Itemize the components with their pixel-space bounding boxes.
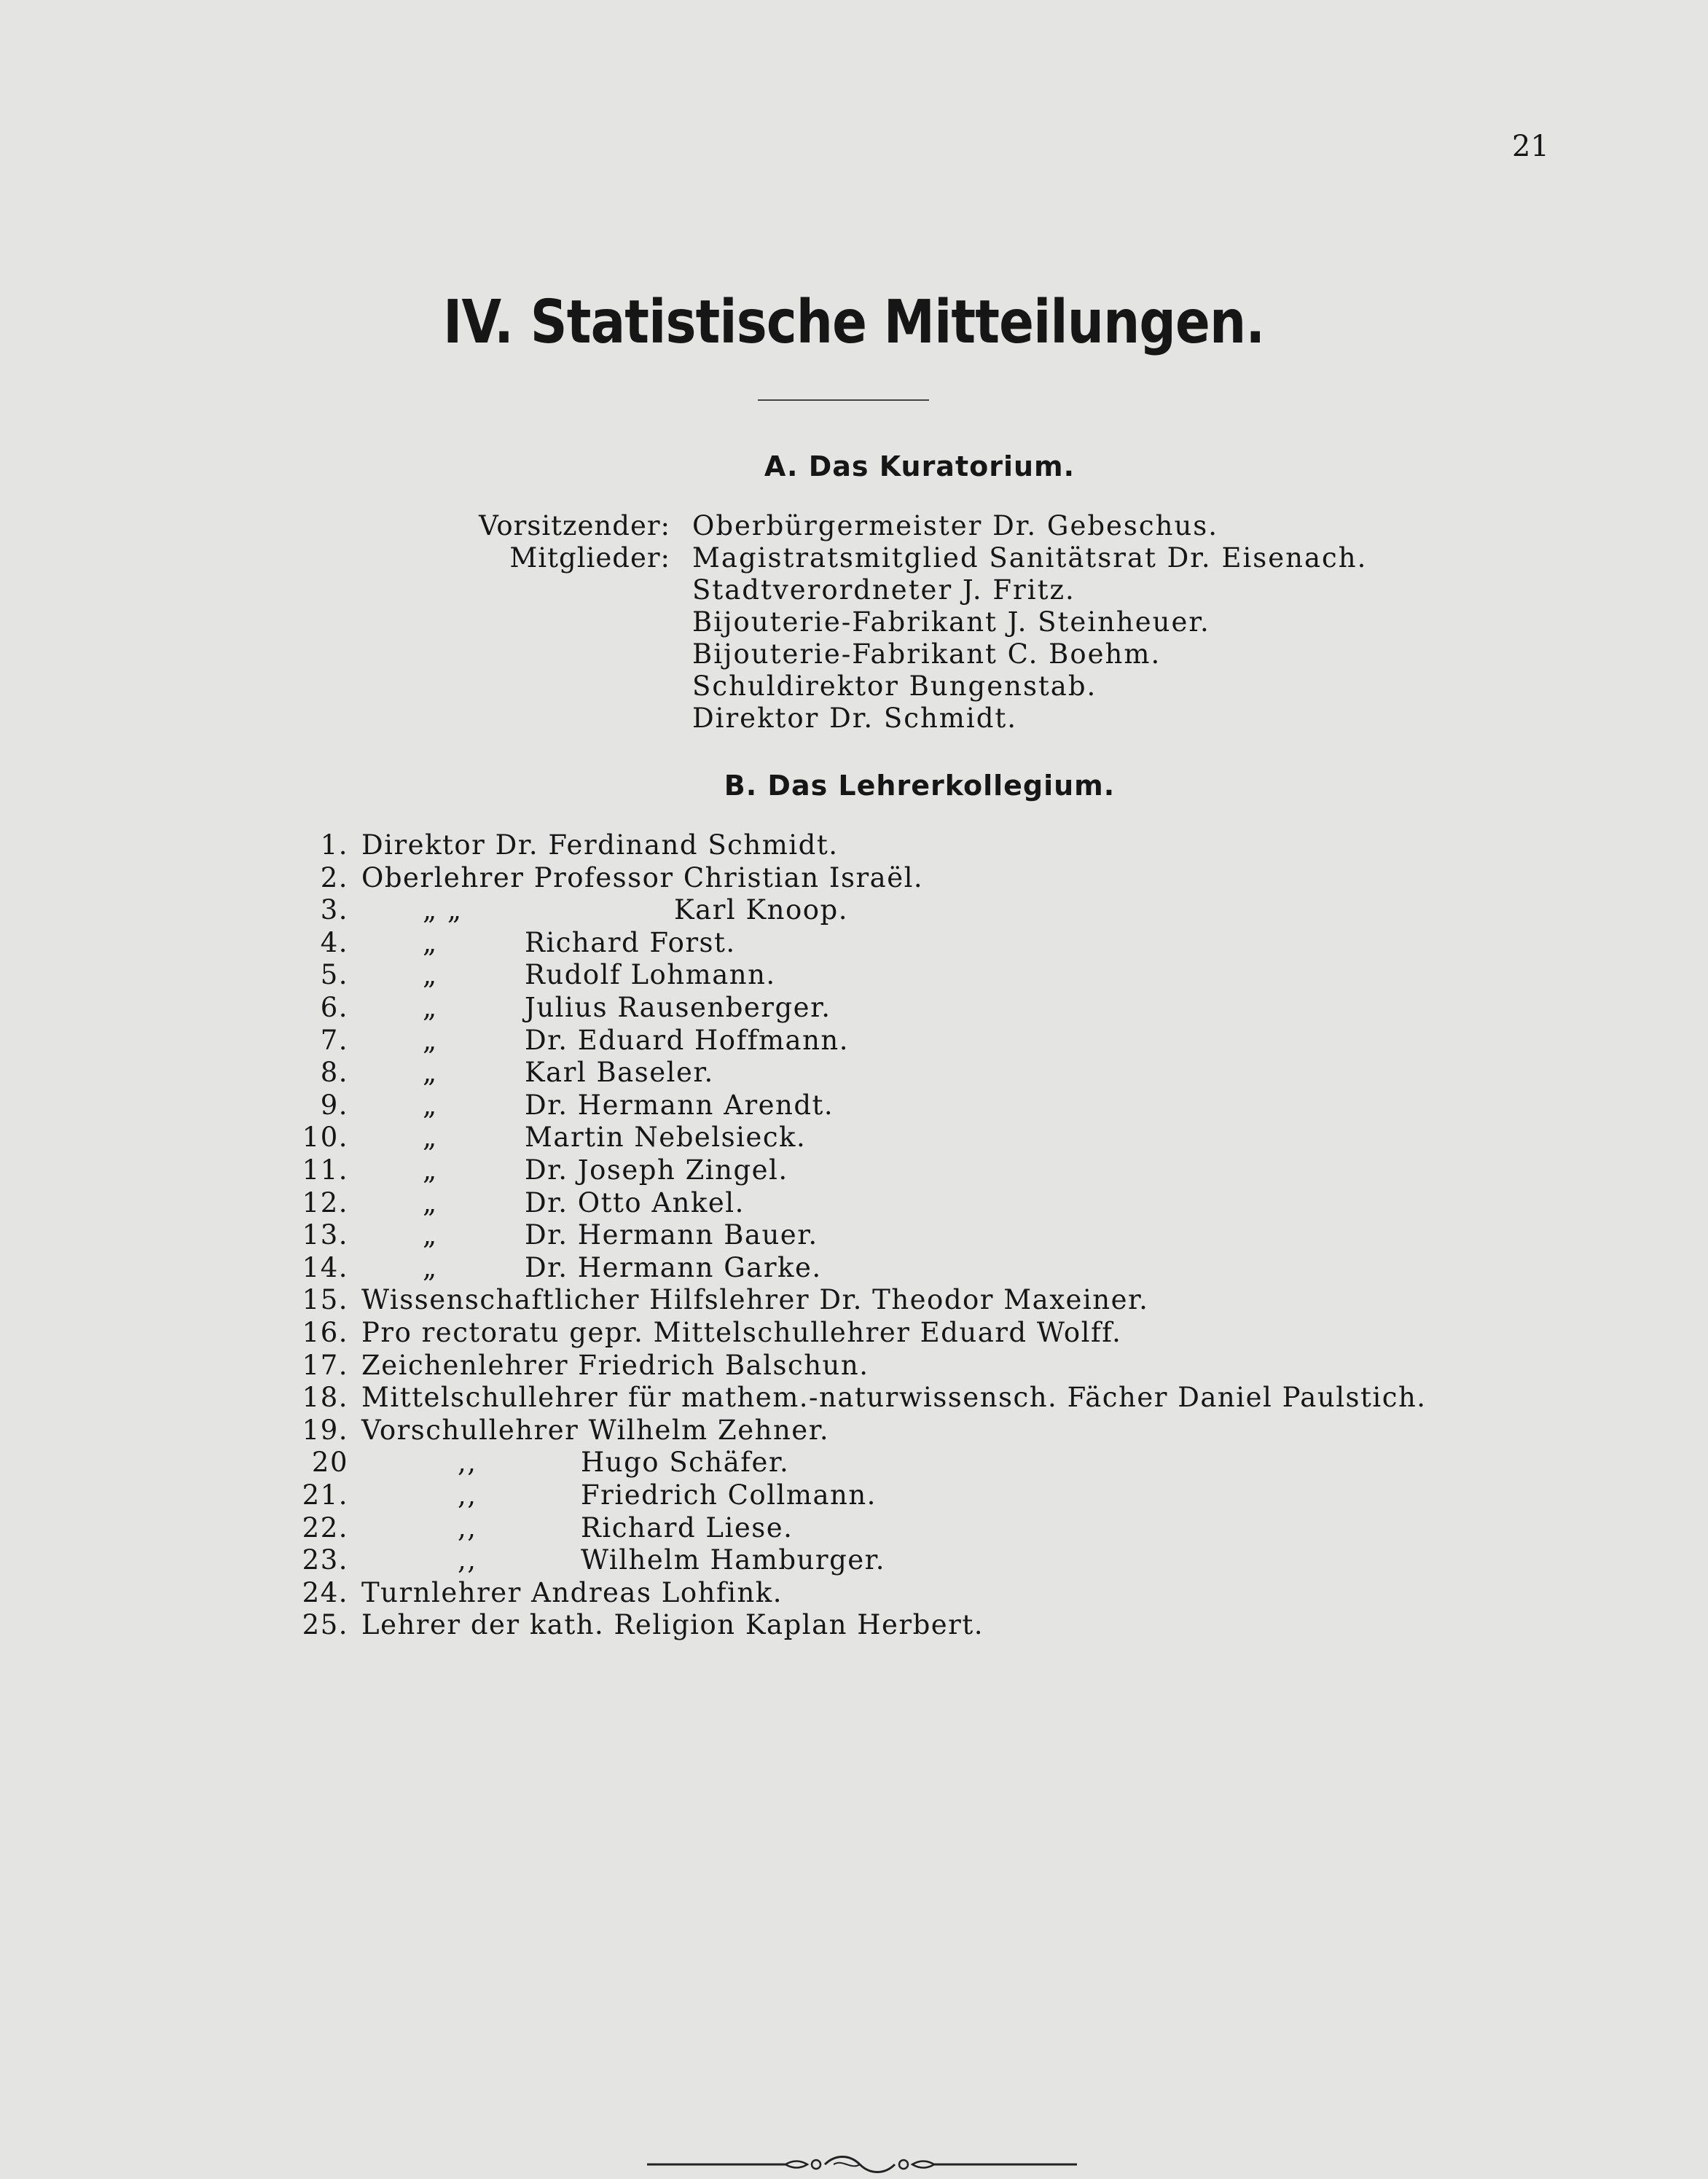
teacher-number: 5. <box>320 959 348 991</box>
teacher-number: 24. <box>302 1576 348 1608</box>
teacher-text: Pro rectoratu gepr. Mittelschullehrer Eduard Wolff. <box>361 1317 1122 1348</box>
teacher-text: Lehrer der kath. Religion Kaplan Herbert. <box>361 1609 984 1641</box>
teacher-text: Wissenschaftlicher Hilfslehrer Dr. Theodor Maxeiner. <box>361 1284 1149 1316</box>
ditto-mark: „ <box>423 1186 438 1218</box>
ditto-mark: ,, <box>458 1479 477 1511</box>
teacher-number: 13. <box>302 1219 348 1251</box>
teacher-number: 14. <box>302 1251 348 1283</box>
teacher-number: 19. <box>302 1414 348 1446</box>
teacher-text: Zeichenlehrer Friedrich Balschun. <box>361 1349 869 1381</box>
teacher-number: 4. <box>320 926 348 958</box>
teacher-text: Hugo Schäfer. <box>581 1447 790 1479</box>
ditto-mark: „ <box>423 1057 438 1089</box>
teacher-number: 12. <box>302 1186 348 1218</box>
teacher-text: Turnlehrer Andreas Lohfink. <box>361 1576 783 1608</box>
section-heading-lehrerkollegium: B. Das Lehrerkollegium. <box>724 770 1116 802</box>
ditto-mark: ,, <box>458 1447 477 1479</box>
ditto-mark: „ <box>423 1089 438 1121</box>
teacher-text: Martin Nebelsieck. <box>525 1122 807 1154</box>
kuratorium-value: Magistratsmitglied Sanitätsrat Dr. Eisenach. <box>692 542 1368 574</box>
kuratorium-value: Oberbürgermeister Dr. Gebeschus. <box>692 510 1219 541</box>
teacher-number: 22. <box>302 1511 348 1544</box>
kuratorium-value: Bijouterie-Fabrikant C. Boehm. <box>692 638 1161 670</box>
teacher-number: 6. <box>320 992 348 1023</box>
section-heading-kuratorium: A. Das Kuratorium. <box>764 450 1076 482</box>
page-number: 21 <box>1512 130 1549 163</box>
kuratorium-value: Direktor Dr. Schmidt. <box>692 703 1018 734</box>
chapter-title: IV. Statistische Mitteilungen. <box>443 288 1265 357</box>
teacher-text: Rudolf Lohmann. <box>525 959 776 991</box>
kuratorium-value: Bijouterie-Fabrikant J. Steinheuer. <box>692 606 1210 638</box>
teacher-number: 3. <box>320 894 348 926</box>
kuratorium-value: Schuldirektor Bungenstab. <box>692 670 1097 702</box>
teacher-number: 2. <box>320 861 348 893</box>
teacher-text: Dr. Hermann Bauer. <box>525 1219 818 1251</box>
teacher-text: Direktor Dr. Ferdinand Schmidt. <box>361 829 839 861</box>
teacher-text: Wilhelm Hamburger. <box>581 1544 886 1576</box>
teacher-number: 1. <box>320 829 348 861</box>
teacher-text: Dr. Joseph Zingel. <box>525 1154 788 1186</box>
ditto-mark: „ <box>423 1122 438 1154</box>
teacher-text: Dr. Otto Ankel. <box>525 1186 745 1218</box>
teacher-text: Richard Forst. <box>525 926 736 958</box>
teacher-number: 15. <box>302 1284 348 1316</box>
ditto-mark: ,, <box>458 1511 477 1544</box>
title-rule <box>758 399 929 401</box>
kuratorium-value: Stadtverordneter J. Fritz. <box>692 574 1076 606</box>
ditto-mark: „ „ <box>423 894 463 926</box>
ditto-mark: „ <box>423 1219 438 1251</box>
ditto-mark: „ <box>423 1024 438 1056</box>
ditto-mark: „ <box>423 959 438 991</box>
teacher-text: Julius Rausenberger. <box>525 992 831 1023</box>
teacher-text: Dr. Eduard Hoffmann. <box>525 1024 850 1056</box>
teacher-number: 7. <box>320 1024 348 1056</box>
ditto-mark: „ <box>423 926 438 958</box>
teacher-number: 23. <box>302 1544 348 1576</box>
teacher-number: 17. <box>302 1349 348 1381</box>
ditto-mark: „ <box>423 1251 438 1283</box>
ornament-divider-icon <box>647 2150 1084 2179</box>
teacher-number: 25. <box>302 1609 348 1641</box>
teacher-number: 10. <box>302 1122 348 1154</box>
ditto-mark: ,, <box>458 1544 477 1576</box>
teacher-text: Friedrich Collmann. <box>581 1479 877 1511</box>
teacher-text: Richard Liese. <box>581 1511 794 1544</box>
teacher-text: Mittelschullehrer für mathem.-naturwissensch. Fächer Daniel Paulstich. <box>361 1382 1427 1414</box>
teacher-text: Oberlehrer Professor Christian Israël. <box>361 861 924 893</box>
teacher-number: 20 <box>311 1447 348 1479</box>
ditto-mark: „ <box>423 1154 438 1186</box>
ditto-mark: „ <box>423 992 438 1023</box>
kuratorium-label: Mitglieder: <box>509 542 670 574</box>
teacher-number: 11. <box>302 1154 348 1186</box>
teacher-text: Vorschullehrer Wilhelm Zehner. <box>361 1414 830 1446</box>
teacher-text: Dr. Hermann Garke. <box>525 1251 822 1283</box>
teacher-number: 16. <box>302 1317 348 1348</box>
teacher-number: 9. <box>320 1089 348 1121</box>
teacher-text: Karl Knoop. <box>674 894 848 926</box>
teacher-text: Karl Baseler. <box>525 1057 714 1089</box>
teacher-number: 21. <box>302 1479 348 1511</box>
teacher-number: 8. <box>320 1057 348 1089</box>
teacher-text: Dr. Hermann Arendt. <box>525 1089 834 1121</box>
kuratorium-label: Vorsitzender: <box>479 510 670 541</box>
teacher-number: 18. <box>302 1382 348 1414</box>
